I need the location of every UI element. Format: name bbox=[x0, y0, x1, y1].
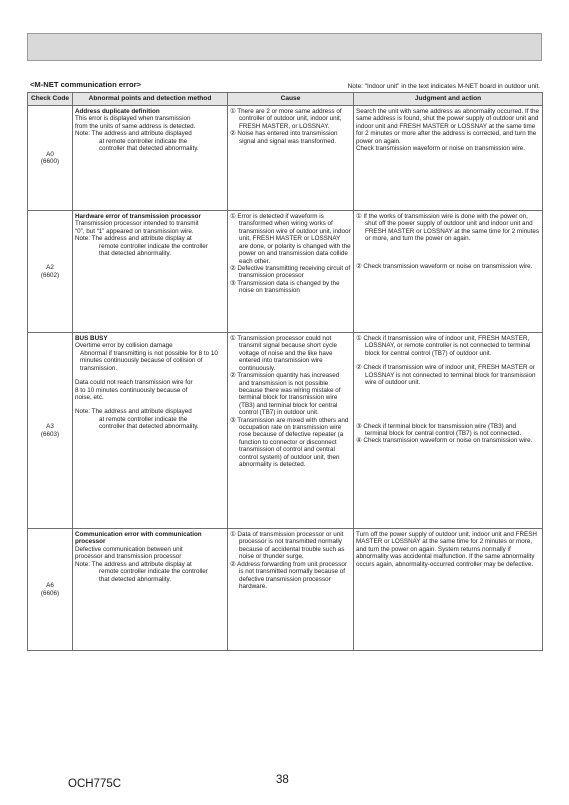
table-row bbox=[28, 211, 543, 333]
check-code-number: (6602) bbox=[40, 271, 60, 279]
column-header: Abnormal points and detection method bbox=[73, 93, 228, 106]
section-title: <M-NET communication error> bbox=[30, 80, 141, 89]
detection-line: processor and transmission processor bbox=[75, 553, 182, 561]
check-code: A2 bbox=[46, 264, 54, 272]
action-cell bbox=[354, 106, 543, 211]
action-item: ① If the works of transmission wire is done with the power on, shut off the power supply of outdoor unit and indoor unit and FRESH MASTER or LOSSNAY at the same time for 2 minutes or more, and turn the power on again. bbox=[356, 213, 540, 243]
action-item: ④ Check transmission waveform or noise on transmission wire. bbox=[356, 437, 533, 445]
cause-cell bbox=[228, 106, 354, 211]
column-header: Judgment and action bbox=[354, 93, 543, 106]
action-item: ② Check transmission waveform or noise on transmission wire. bbox=[356, 262, 533, 270]
header-bar bbox=[27, 33, 542, 61]
detection-line: This error is displayed when transmission bbox=[75, 115, 191, 123]
cause-cell bbox=[228, 211, 354, 333]
detection-line: Data could not reach transmission wire for bbox=[75, 379, 193, 387]
detection-line: Transmission processor intended to transmit bbox=[75, 220, 199, 228]
detection-cell bbox=[73, 333, 228, 529]
check-code-cell bbox=[28, 106, 73, 211]
cause-item: ② Defective transmitting receiving circuit of transmission processor bbox=[230, 264, 351, 280]
detection-line: at remote controller indicate the bbox=[99, 415, 188, 423]
detection-line: that detected abnormality. bbox=[99, 575, 171, 583]
cause-item: ② Transmission quantity has increased and transmission is not possible because there was wiring mistake of terminal block for transmission wire (TB3) and terminal block for central control (TB7) in outdoor unit. bbox=[230, 372, 341, 417]
footer-model-number: OCH775C bbox=[68, 778, 122, 790]
detection-line: controller that detected abnormality. bbox=[99, 145, 199, 153]
detection-cell bbox=[73, 106, 228, 211]
column-header: Check Code bbox=[28, 93, 73, 106]
action-item: ① Check if transmission wire of indoor unit, FRESH MASTER, LOSSNAY, or remote controller is not connected to terminal block for central control (TB7) of outdoor unit. bbox=[356, 335, 531, 357]
action-cell bbox=[354, 529, 543, 651]
action-item: Search the unit with same address as abnormality occurred. If the same address is found, shut the power supply of outdoor unit and indoor unit and FRESH MASTER or LOSSNAY at the same time for 2 minutes or more after the address is corrected, and turn the power on again. bbox=[356, 108, 540, 145]
detection-line: Abnormal if transmitting is not possible for 8 to 10 minutes continuously because of collision of transmission. bbox=[80, 349, 218, 372]
cause-cell bbox=[228, 529, 354, 651]
detection-line: Overtime error by collision damage bbox=[75, 342, 173, 350]
detection-line: Note: The address and attribute displayed bbox=[75, 408, 192, 416]
check-code-cell bbox=[28, 333, 73, 529]
check-code-number: (6603) bbox=[40, 430, 60, 438]
table-row bbox=[28, 106, 543, 211]
check-code-number: (6600) bbox=[40, 158, 60, 165]
detection-line: from the units of same address is detected. bbox=[75, 122, 196, 130]
column-header: Cause bbox=[228, 93, 354, 106]
action-item: Check transmission waveform or noise on transmission wire. bbox=[356, 145, 526, 153]
action-item: Turn off the power supply of outdoor unit, indoor unit and FRESH MASTER or LOSSNAY at the same time for 2 minutes or more, and turn the power on again. System returns normally if abnormality was accidental malfunction. If the same abnormality occurs again, abnormality-occurred controller may be defective. bbox=[356, 531, 537, 568]
page-number: 38 bbox=[276, 774, 289, 786]
detection-line: Defective communication between unit bbox=[75, 545, 183, 553]
check-code-cell bbox=[28, 529, 73, 651]
action-item: ② Check if transmission wire of indoor unit, FRESH MASTER or LOSSNAY is not connected to terminal block for transmission wire of outdoor unit. bbox=[356, 364, 536, 387]
check-code-cell bbox=[28, 211, 73, 333]
detection-cell bbox=[73, 211, 228, 333]
table-row bbox=[28, 333, 543, 529]
detection-line: “0”, but “1” appeared on transmission wire. bbox=[75, 227, 194, 235]
cause-item: ① Transmission processor could not transmit signal because short cycle voltage of noise and the like have entered into transmission wire continuously. bbox=[230, 335, 337, 372]
detection-line: that detected abnormality. bbox=[99, 250, 171, 258]
cause-item: ② Address forwarding from unit processor is not transmitted normally because of defective transmission processor hardware. bbox=[230, 560, 347, 590]
detection-line: Note: The address and attribute display at bbox=[75, 560, 192, 568]
cause-cell bbox=[228, 333, 354, 529]
check-code: A0 bbox=[46, 150, 54, 158]
error-table bbox=[27, 92, 543, 651]
indoor-unit-note: Note: "Indoor unit" in the text indicates M-NET board in outdoor unit. bbox=[347, 83, 540, 90]
check-code-number: (6606) bbox=[40, 589, 60, 597]
error-title: Address duplicate definition bbox=[75, 108, 160, 115]
check-code: A6 bbox=[46, 582, 54, 590]
action-cell bbox=[354, 333, 543, 529]
table-header-row bbox=[28, 93, 543, 106]
cause-item: ③ Transmission are mixed with others and occupation rate on transmission wire rose because of defective repeater (a function to connector or disconnect transmission of control and central control system) of outdoor unit, then abnormality is detected. bbox=[230, 416, 349, 469]
cause-item: ① Error is detected if waveform is transformed when wiring works of transmission wire of outdoor unit, indoor unit, FRESH MASTER or LOSSNAY are done, or polarity is changed with the power on and transmission data collide each other. bbox=[230, 213, 351, 265]
detection-line: noise, etc. bbox=[75, 393, 104, 401]
check-code: A3 bbox=[46, 423, 54, 431]
detection-line: remote controller indicate the controller bbox=[99, 242, 208, 250]
cause-item: ③ Transmission data is changed by the noise on transmission bbox=[230, 279, 340, 295]
detection-line: Note: The address and attribute displayed bbox=[75, 130, 192, 138]
cause-item: ② Noise has entered into transmission signal and signal was transformed. bbox=[230, 130, 338, 145]
cause-item: ① There are 2 or more same address of controller of outdoor unit, indoor unit, FRESH MASTER, or LOSSNAY. bbox=[230, 108, 342, 130]
table-row bbox=[28, 529, 543, 651]
error-title: Communication error with communication processor bbox=[75, 531, 202, 546]
action-cell bbox=[354, 211, 543, 333]
detection-line: controller that detected abnormality. bbox=[99, 423, 199, 431]
cause-item: ① Data of transmission processor or unit processor is not transmitted normally because of accidental trouble such as noise or thunder surge. bbox=[230, 531, 345, 561]
detection-line: 8 to 10 minutes continuously because of bbox=[75, 386, 188, 394]
error-title: Hardware error of transmission processor bbox=[75, 213, 201, 220]
detection-cell bbox=[73, 529, 228, 651]
detection-line: Note: The address and attribute display at bbox=[75, 235, 192, 243]
detection-line: at remote controller indicate the bbox=[99, 137, 188, 145]
detection-line: remote controller indicate the controller bbox=[99, 568, 208, 576]
error-title: BUS BUSY bbox=[75, 335, 108, 342]
action-item: ③ Check if terminal block for transmission wire (TB3) and terminal block for central control (TB7) is not connected. bbox=[356, 422, 522, 437]
